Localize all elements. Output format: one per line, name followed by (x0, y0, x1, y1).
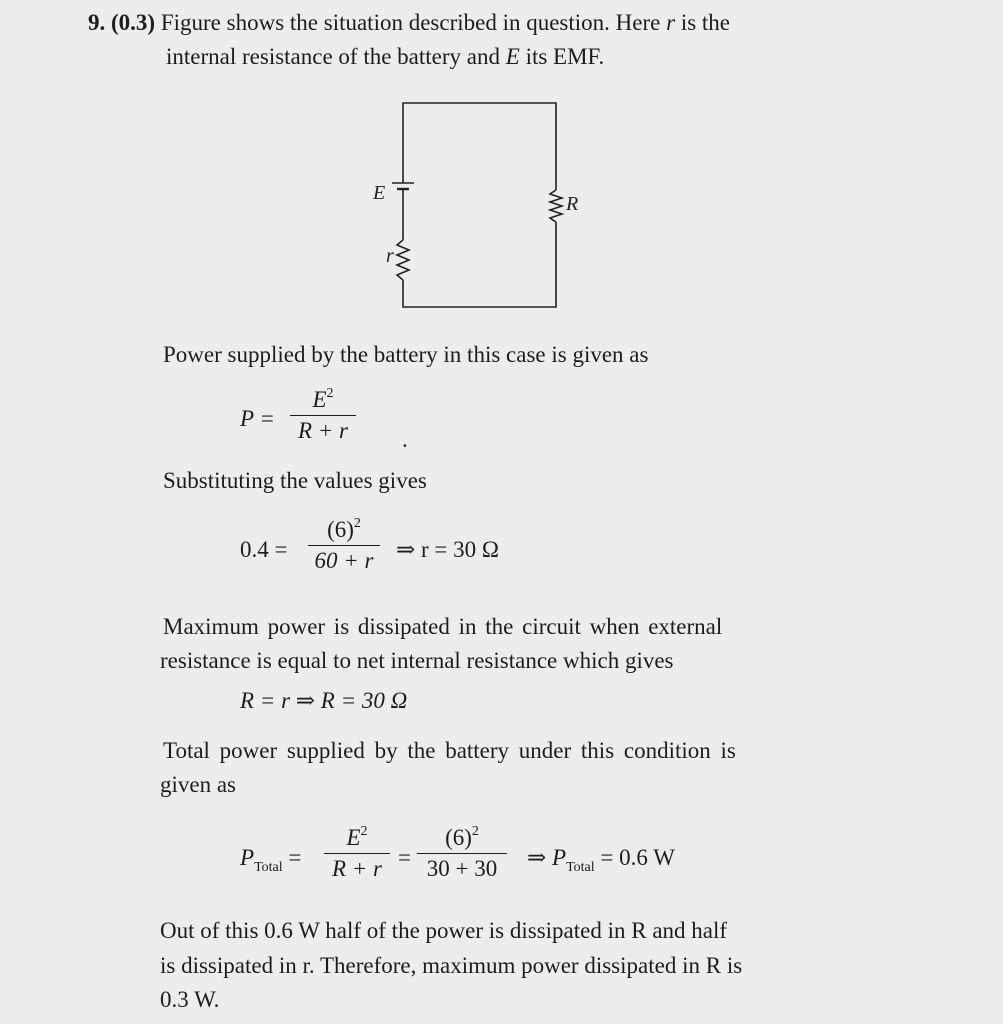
eq4-lhs-sub: Total (254, 860, 283, 875)
eq4-equals-2: = (398, 845, 411, 870)
eq4-equals-1: = (288, 845, 302, 870)
eq4-rhs (527, 845, 675, 876)
eq2-num-text: (6) (327, 517, 354, 542)
eq4-rhs-arrow: ⇒ P (527, 845, 567, 870)
question-var-E: E (505, 44, 520, 69)
paragraph-max-power-1: Maximum power is dissipated in the circuit when external (163, 614, 723, 639)
eq1-num-text: E (312, 387, 327, 412)
question-text-1b: is the (680, 10, 731, 35)
eq2-fraction (306, 516, 382, 574)
eq2-lhs: 0.4 = (240, 537, 288, 562)
eq4-den1-text: R + r (331, 856, 383, 881)
paragraph-total-power-1: Total power supplied by the battery under this condition is (163, 738, 736, 763)
eq4-rhs-sub: Total (566, 860, 595, 875)
eq1-dot: . (402, 427, 408, 452)
eq4-denominator-1 (322, 854, 392, 882)
question-number: 9. (88, 10, 106, 35)
circuit-diagram (0, 0, 1003, 340)
eq2-numerator (306, 516, 382, 545)
eq1-num-sup: 2 (326, 386, 334, 401)
label-E: E (373, 182, 386, 204)
eq3 (240, 688, 407, 714)
eq3-text: R = r ⇒ R = 30 Ω (240, 688, 408, 713)
eq2-num-sup: 2 (353, 516, 361, 531)
eq1-numerator (288, 386, 358, 415)
eq4-num1-text: E (346, 825, 361, 850)
question-text-2a: internal resistance of the battery and (166, 44, 500, 69)
question-text-2b: its EMF. (525, 44, 605, 69)
eq4-fraction-2 (414, 824, 510, 882)
eq1-fraction (288, 386, 358, 444)
eq2-rhs: ⇒ r = 30 Ω (396, 537, 499, 562)
question-text-1a: Figure shows the situation described in question. Here (160, 10, 661, 35)
paragraph-substituting: Substituting the values gives (163, 468, 427, 493)
eq4-numerator-2 (414, 824, 510, 853)
question-marks: (0.3) (111, 10, 156, 35)
label-R: R (566, 193, 579, 215)
eq4-denominator-2: 30 + 30 (426, 856, 498, 881)
eq4-num2-sup: 2 (471, 824, 479, 839)
eq4-rhs-value: = 0.6 W (600, 845, 675, 870)
eq1-lhs (240, 406, 275, 432)
eq4-lhs (240, 845, 301, 876)
paragraph-max-power-2: resistance is equal to net internal resistance which gives (160, 648, 674, 673)
paragraph-total-power-2: given as (160, 772, 237, 797)
label-r: r (386, 245, 394, 267)
eq2-denominator (306, 546, 382, 574)
eq4-fraction-1 (322, 824, 392, 882)
eq4-num2-text: (6) (445, 825, 472, 850)
paragraph-conclusion-3: 0.3 W. (160, 987, 220, 1012)
paragraph-power-supplied: Power supplied by the battery in this case is given as (163, 342, 649, 367)
eq1-lhs-text: P = (240, 406, 275, 431)
question-var-r: r (666, 10, 676, 35)
eq4-lhs-text: P (240, 845, 255, 870)
eq2-den-text: 60 + r (314, 548, 374, 573)
paragraph-conclusion-2: is dissipated in r. Therefore, maximum power dissipated in R is (160, 953, 743, 978)
eq1-den-text: R + r (297, 418, 349, 443)
paragraph-conclusion-1: Out of this 0.6 W half of the power is dissipated in R and half (160, 918, 728, 943)
eq4-numerator-1 (322, 824, 392, 853)
eq1-denominator (288, 416, 358, 444)
eq4-num1-sup: 2 (360, 824, 368, 839)
